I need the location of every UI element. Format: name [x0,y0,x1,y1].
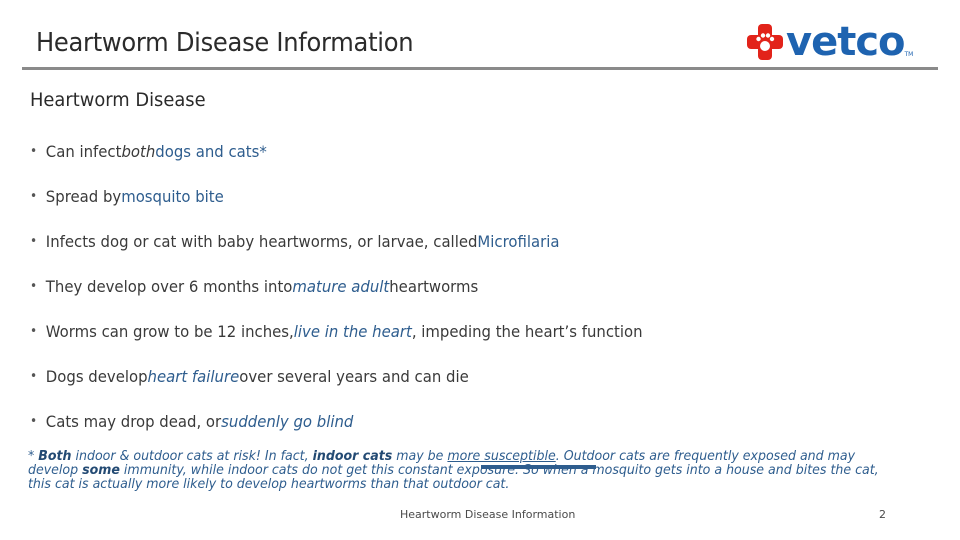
page-number: 2 [879,508,886,521]
text-run: mature adult [292,277,390,296]
logo-trademark: TM [904,51,914,58]
bullet-item [30,219,643,264]
vetco-logo [746,18,938,66]
text-run: mosquito bite [121,187,224,206]
bullet-dot-icon: • [30,324,38,339]
text-run: over several years and can die [239,367,469,386]
bullet-dot-icon: • [30,234,38,249]
bullet-item [30,129,643,174]
text-run: this cat is actually more likely to develop heartworms than that outdoor cat. [28,477,510,492]
footnote-line [28,464,902,478]
title-divider [22,67,938,70]
bullet-dot-icon: • [30,414,38,429]
bullet-dot-icon: • [30,144,38,159]
footer-title: Heartworm Disease Information [400,508,576,521]
footnote-line [28,478,902,492]
text-run: immunity, while indoor cats do not get this constant exposure. So when a mosquito gets into a house and bites the cat, [119,463,879,478]
bullet-dot-icon: • [30,369,38,384]
text-run: Infects dog or cat with baby heartworms, or larvae, called [45,232,478,251]
text-run: Can infect [45,142,122,161]
text-run: dogs and cats* [155,142,267,161]
logo-wordmark: vetco [786,19,905,65]
bullet-list [30,129,689,444]
text-run: both [121,142,156,161]
red-paw-cross-icon [746,22,784,62]
text-run: heartworms [389,277,479,296]
text-run: * [28,449,39,464]
text-run: live in the heart [293,322,412,341]
text-run: more susceptible [447,449,556,464]
text-run: Dogs develop [45,367,148,386]
footnote [28,450,902,492]
text-run: may be [392,449,448,464]
footnote-line [28,450,902,464]
text-run: Worms can grow to be 12 inches, [45,322,294,341]
bullet-item [30,354,643,399]
slide-title: Heartworm Disease Information [36,28,414,58]
bullet-item [30,264,643,309]
text-run: indoor cats [312,449,393,464]
text-run: suddenly go blind [221,412,354,431]
text-run: Spread by [45,187,122,206]
text-run: some [82,463,120,478]
text-run: indoor & outdoor cats at risk! In fact, [71,449,313,464]
section-heading: Heartworm Disease [30,89,206,111]
text-run: heart failure [147,367,240,386]
bullet-dot-icon: • [30,189,38,204]
bullet-item [30,399,643,444]
bullet-item [30,174,643,219]
bullet-item [30,309,643,354]
text-run: , impeding the heart’s function [411,322,643,341]
text-run: develop [28,463,83,478]
text-run: . Outdoor cats are frequently exposed and may [555,449,856,464]
text-run: Both [38,449,72,464]
text-run: They develop over 6 months into [45,277,293,296]
text-run: Microfilaria [477,232,560,251]
text-run: Cats may drop dead, or [45,412,222,431]
bullet-dot-icon: • [30,279,38,294]
